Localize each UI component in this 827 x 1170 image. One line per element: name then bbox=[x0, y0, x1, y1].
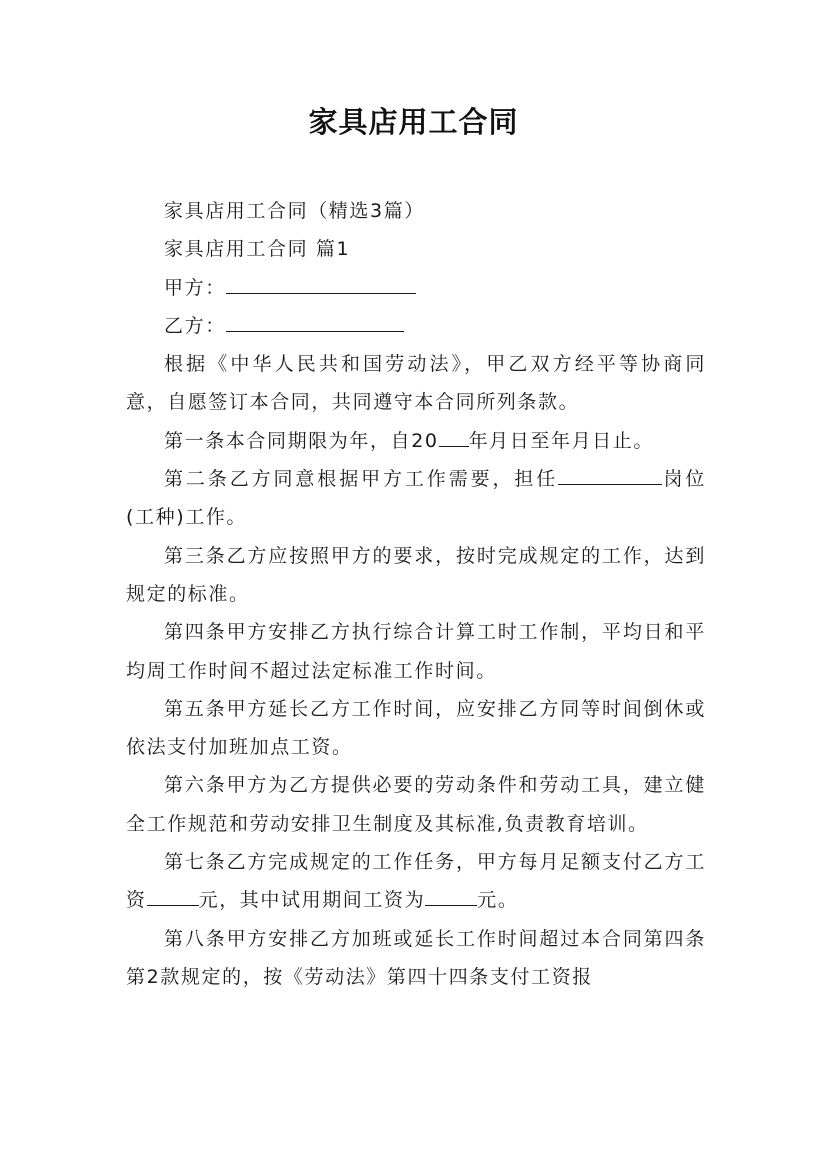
article-7-salary-blank bbox=[147, 885, 199, 906]
article-2-text-b: 岗位(工种)工作。 bbox=[126, 468, 706, 529]
article-8: 第八条甲方安排乙方加班或延长工作时间超过本合同第四条第2款规定的，按《劳动法》第四十四条支付工资报 bbox=[126, 927, 706, 988]
article-7-text-b: 元，其中试用期间工资为 bbox=[198, 889, 426, 912]
article-1-text-a: 第一条本合同期限为年，自20 bbox=[164, 429, 439, 452]
intro-paragraph: 根据《中华人民共和国劳动法》，甲乙双方经平等协商同意，自愿签订本合同，共同遵守本合同所列条款。 bbox=[126, 353, 706, 414]
article-6: 第六条甲方为乙方提供必要的劳动条件和劳动工具，建立健全工作规范和劳动安排卫生制度及其标准,负责教育培训。 bbox=[126, 774, 706, 835]
article-4: 第四条甲方安排乙方执行综合计算工时工作制，平均日和平均周工作时间不超过法定标准工作时间。 bbox=[126, 621, 706, 682]
subtitle-line: 家具店用工合同（精选3篇） bbox=[164, 200, 425, 222]
article-7 bbox=[126, 843, 706, 920]
article-7-text-a: 第七条乙方完成规定的工作任务，甲方每月足额支付乙方工资 bbox=[126, 851, 706, 912]
party-a-blank bbox=[226, 273, 416, 294]
party-b-label: 乙方： bbox=[164, 314, 226, 337]
article-5: 第五条甲方延长乙方工作时间，应安排乙方同等时间倒休或依法支付加班加点工资。 bbox=[126, 697, 706, 759]
party-a-label: 甲方： bbox=[164, 276, 226, 299]
article-2-text-a: 第二条乙方同意根据甲方工作需要，担任 bbox=[164, 468, 559, 491]
party-a-line bbox=[126, 269, 706, 307]
article-7-text-c: 元。 bbox=[477, 889, 519, 912]
article-1-year-blank bbox=[439, 426, 469, 447]
document-title: 家具店用工合同 bbox=[308, 105, 519, 139]
article-1 bbox=[126, 422, 706, 460]
article-2 bbox=[126, 460, 706, 537]
document-body bbox=[126, 192, 706, 996]
party-b-blank bbox=[226, 311, 404, 332]
article-3: 第三条乙方应按照甲方的要求，按时完成规定的工作，达到规定的标准。 bbox=[126, 544, 706, 605]
article-7-probation-salary-blank bbox=[425, 885, 477, 906]
party-b-line bbox=[126, 307, 706, 345]
article-2-position-blank bbox=[558, 464, 662, 485]
article-1-text-b: 年月日至年月日止。 bbox=[468, 429, 654, 452]
section-heading: 家具店用工合同 篇1 bbox=[164, 238, 351, 261]
